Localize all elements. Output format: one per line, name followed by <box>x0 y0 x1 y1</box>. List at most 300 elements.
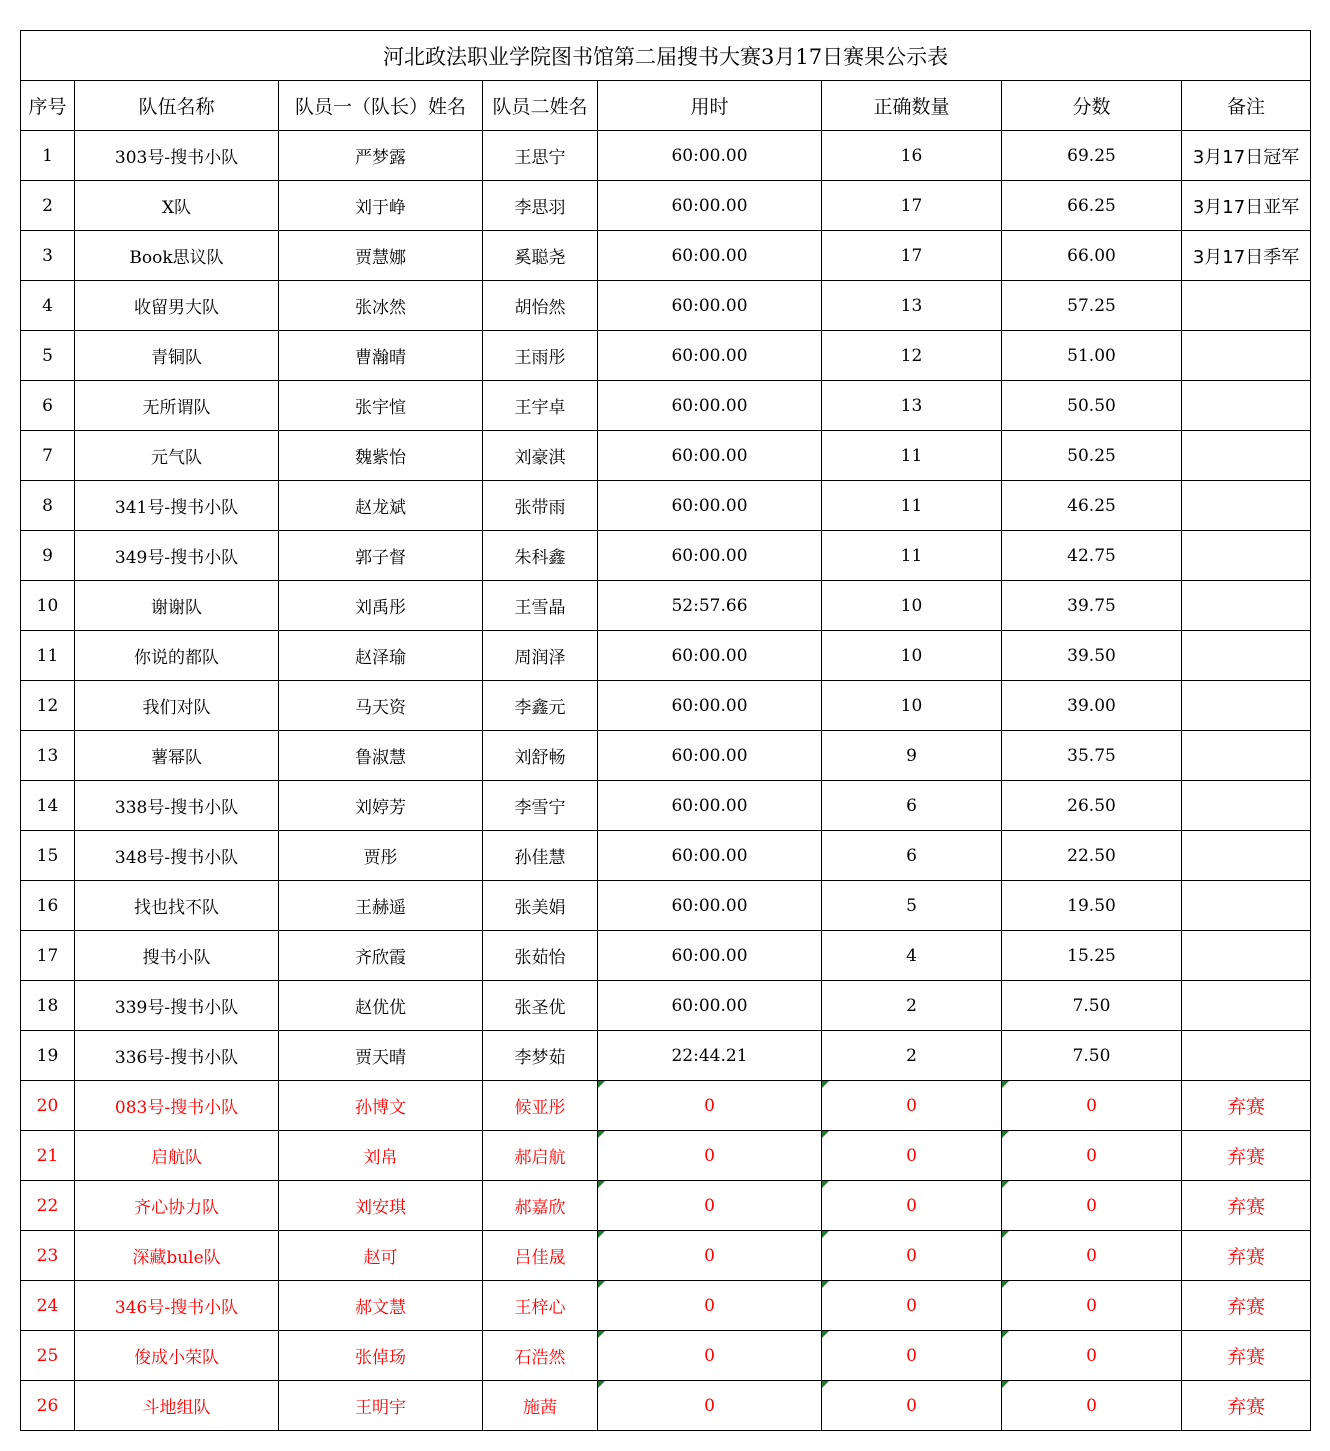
cell-score-text: 66.00 <box>1067 245 1116 266</box>
cell-team-text: 启航队 <box>151 1148 202 1168</box>
cell-time <box>598 1031 822 1081</box>
cell-no <box>21 131 75 181</box>
cell-no-text: 25 <box>36 1345 59 1366</box>
cell-member2-text: 王雪晶 <box>514 598 566 618</box>
cell-time-text: 0 <box>704 1095 715 1116</box>
cell-score-text: 66.25 <box>1067 195 1116 216</box>
cell-correct-text: 2 <box>906 1045 917 1066</box>
cell-member1 <box>279 1031 483 1081</box>
cell-no <box>21 481 75 531</box>
cell-score-text: 0 <box>1086 1395 1097 1416</box>
cell-correct <box>822 381 1002 431</box>
cell-team-text: 青铜队 <box>151 348 202 368</box>
comment-marker-icon <box>598 1231 605 1238</box>
cell-member2-text: 张带雨 <box>514 498 566 518</box>
comment-marker-icon <box>598 1281 605 1288</box>
cell-team-text: 斗地组队 <box>142 1398 211 1418</box>
cell-member1-text: 王明宇 <box>355 1398 406 1418</box>
cell-no-text: 19 <box>36 1045 59 1066</box>
cell-member1 <box>279 1231 483 1281</box>
cell-score <box>1002 231 1182 281</box>
cell-no-text: 11 <box>36 645 59 666</box>
table-row <box>21 231 1311 281</box>
cell-note <box>1182 681 1311 731</box>
cell-member2 <box>483 1231 598 1281</box>
header-team: 队伍名称 <box>75 81 279 131</box>
cell-note <box>1182 381 1311 431</box>
comment-marker-icon <box>598 1331 605 1338</box>
cell-correct-text: 0 <box>906 1195 917 1216</box>
cell-no <box>21 581 75 631</box>
cell-member1 <box>279 481 483 531</box>
comment-marker-icon <box>822 1181 829 1188</box>
cell-member2-text: 王宇卓 <box>514 398 566 418</box>
cell-member2-text: 周润泽 <box>514 648 566 668</box>
cell-score <box>1002 681 1182 731</box>
cell-score-text: 69.25 <box>1067 145 1116 166</box>
cell-score-text: 26.50 <box>1067 795 1116 816</box>
cell-member2-text: 李思羽 <box>514 198 566 218</box>
cell-team-text: X队 <box>161 198 192 218</box>
cell-no <box>21 831 75 881</box>
cell-score-text: 50.25 <box>1067 445 1116 466</box>
cell-team-text: 341号-搜书小队 <box>114 498 239 518</box>
table-row <box>21 1131 1311 1181</box>
cell-score-text: 19.50 <box>1067 895 1116 916</box>
cell-score <box>1002 1381 1182 1431</box>
cell-correct <box>822 931 1002 981</box>
cell-member2 <box>483 281 598 331</box>
cell-member1 <box>279 581 483 631</box>
cell-team-text: 俊成小荣队 <box>134 1348 219 1368</box>
cell-team <box>75 681 279 731</box>
cell-correct-text: 11 <box>900 495 923 516</box>
table-row <box>21 381 1311 431</box>
cell-time-text: 0 <box>704 1295 715 1316</box>
cell-note <box>1182 781 1311 831</box>
cell-note <box>1182 731 1311 781</box>
cell-score <box>1002 131 1182 181</box>
cell-time <box>598 681 822 731</box>
cell-time <box>598 1281 822 1331</box>
cell-no-text: 15 <box>36 845 59 866</box>
cell-no <box>21 731 75 781</box>
cell-member1-text: 张冰然 <box>355 298 406 318</box>
cell-member1-text: 严梦露 <box>355 148 406 168</box>
cell-no <box>21 681 75 731</box>
cell-team-text: 深藏bule队 <box>132 1248 221 1268</box>
table-row <box>21 481 1311 531</box>
cell-time <box>598 231 822 281</box>
cell-team-text: 你说的都队 <box>134 648 219 668</box>
table-title: 河北政法职业学院图书馆第二届搜书大赛3月17日赛果公示表 <box>21 31 1311 81</box>
cell-member2-text: 胡怡然 <box>514 298 566 318</box>
cell-no <box>21 631 75 681</box>
cell-time <box>598 1181 822 1231</box>
cell-member1 <box>279 331 483 381</box>
cell-correct <box>822 431 1002 481</box>
cell-no <box>21 781 75 831</box>
cell-time-text: 22:44.21 <box>671 1045 748 1066</box>
cell-score <box>1002 1281 1182 1331</box>
cell-no-text: 18 <box>36 995 59 1016</box>
cell-no-text: 8 <box>42 495 53 516</box>
cell-no <box>21 1381 75 1431</box>
cell-member1-text: 刘婷芳 <box>355 798 406 818</box>
cell-time-text: 60:00.00 <box>671 195 748 216</box>
comment-marker-icon <box>822 1081 829 1088</box>
cell-no-text: 14 <box>36 795 59 816</box>
cell-note-text: 弃赛 <box>1227 1096 1266 1118</box>
cell-no-text: 5 <box>42 345 53 366</box>
cell-score-text: 22.50 <box>1067 845 1116 866</box>
cell-time-text: 60:00.00 <box>671 945 748 966</box>
cell-note <box>1182 631 1311 681</box>
table-row <box>21 581 1311 631</box>
cell-correct <box>822 1231 1002 1281</box>
table-row <box>21 1031 1311 1081</box>
cell-correct <box>822 781 1002 831</box>
cell-team <box>75 1181 279 1231</box>
cell-no-text: 23 <box>36 1245 59 1266</box>
cell-note-text: 3月17日亚军 <box>1192 196 1300 218</box>
cell-team <box>75 881 279 931</box>
cell-time-text: 60:00.00 <box>671 245 748 266</box>
comment-marker-icon <box>598 1381 605 1388</box>
cell-correct <box>822 1081 1002 1131</box>
cell-note <box>1182 1331 1311 1381</box>
cell-time <box>598 981 822 1031</box>
cell-note <box>1182 331 1311 381</box>
cell-member2-text: 张圣优 <box>514 998 566 1018</box>
cell-score-text: 0 <box>1086 1345 1097 1366</box>
cell-no-text: 12 <box>36 695 59 716</box>
cell-team-text: 346号-搜书小队 <box>114 1298 239 1318</box>
comment-marker-icon <box>1002 1231 1009 1238</box>
cell-team <box>75 631 279 681</box>
cell-member2-text: 王思宁 <box>514 148 566 168</box>
cell-score-text: 7.50 <box>1072 1045 1111 1066</box>
cell-member2 <box>483 431 598 481</box>
cell-score <box>1002 631 1182 681</box>
cell-note <box>1182 1281 1311 1331</box>
cell-correct-text: 0 <box>906 1095 917 1116</box>
cell-member2 <box>483 1131 598 1181</box>
cell-score-text: 15.25 <box>1067 945 1116 966</box>
cell-correct <box>822 481 1002 531</box>
cell-member2-text: 奚聪尧 <box>514 248 566 268</box>
cell-correct-text: 10 <box>900 595 923 616</box>
cell-correct-text: 10 <box>900 645 923 666</box>
cell-team <box>75 731 279 781</box>
cell-score <box>1002 431 1182 481</box>
cell-score-text: 42.75 <box>1067 545 1116 566</box>
cell-time-text: 60:00.00 <box>671 695 748 716</box>
cell-time <box>598 581 822 631</box>
cell-member1-text: 张宇愃 <box>355 398 406 418</box>
cell-no-text: 9 <box>42 545 53 566</box>
cell-correct <box>822 581 1002 631</box>
cell-score-text: 0 <box>1086 1095 1097 1116</box>
cell-member1 <box>279 731 483 781</box>
cell-note <box>1182 1131 1311 1181</box>
comment-marker-icon <box>598 1131 605 1138</box>
cell-correct-text: 10 <box>900 695 923 716</box>
cell-team-text: 083号-搜书小队 <box>114 1098 239 1118</box>
cell-note-text: 弃赛 <box>1227 1146 1266 1168</box>
cell-time-text: 0 <box>704 1345 715 1366</box>
cell-no <box>21 1281 75 1331</box>
cell-correct-text: 6 <box>906 845 917 866</box>
cell-time <box>598 381 822 431</box>
header-member2: 队员二姓名 <box>483 81 598 131</box>
cell-score-text: 46.25 <box>1067 495 1116 516</box>
table-row <box>21 1231 1311 1281</box>
table-row <box>21 1181 1311 1231</box>
cell-time-text: 60:00.00 <box>671 495 748 516</box>
cell-correct-text: 17 <box>900 195 923 216</box>
cell-member2-text: 李梦茹 <box>514 1048 566 1068</box>
cell-member1-text: 贾彤 <box>363 848 398 868</box>
cell-no <box>21 1131 75 1181</box>
table-row <box>21 531 1311 581</box>
cell-correct <box>822 1031 1002 1081</box>
cell-member2-text: 李鑫元 <box>514 698 566 718</box>
cell-team <box>75 131 279 181</box>
cell-team <box>75 531 279 581</box>
cell-correct <box>822 1331 1002 1381</box>
cell-no-text: 26 <box>36 1395 59 1416</box>
cell-member1-text: 刘禹彤 <box>355 598 406 618</box>
cell-correct <box>822 681 1002 731</box>
cell-no-text: 1 <box>42 145 53 166</box>
cell-note <box>1182 1081 1311 1131</box>
table-row <box>21 1331 1311 1381</box>
cell-time-text: 60:00.00 <box>671 745 748 766</box>
cell-note <box>1182 1031 1311 1081</box>
cell-score <box>1002 181 1182 231</box>
cell-note <box>1182 531 1311 581</box>
cell-correct-text: 0 <box>906 1245 917 1266</box>
cell-score <box>1002 381 1182 431</box>
cell-score-text: 0 <box>1086 1145 1097 1166</box>
cell-member1-text: 郝文慧 <box>355 1298 406 1318</box>
cell-correct-text: 4 <box>906 945 917 966</box>
cell-team <box>75 1031 279 1081</box>
cell-member2 <box>483 681 598 731</box>
cell-correct-text: 9 <box>906 745 917 766</box>
cell-member1-text: 刘安琪 <box>355 1198 406 1218</box>
cell-score <box>1002 581 1182 631</box>
cell-member2-text: 候亚彤 <box>514 1098 566 1118</box>
cell-no <box>21 881 75 931</box>
table-row <box>21 281 1311 331</box>
cell-correct <box>822 881 1002 931</box>
cell-correct-text: 13 <box>900 295 923 316</box>
comment-marker-icon <box>598 1081 605 1088</box>
cell-correct <box>822 331 1002 381</box>
cell-member2-text: 朱科鑫 <box>514 548 566 568</box>
cell-correct-text: 16 <box>900 145 923 166</box>
cell-member2 <box>483 481 598 531</box>
cell-note <box>1182 181 1311 231</box>
cell-no <box>21 1231 75 1281</box>
cell-team-text: 338号-搜书小队 <box>114 798 239 818</box>
cell-correct-text: 0 <box>906 1295 917 1316</box>
cell-team-text: 303号-搜书小队 <box>114 148 239 168</box>
cell-team <box>75 781 279 831</box>
table-row <box>21 1081 1311 1131</box>
cell-correct-text: 11 <box>900 545 923 566</box>
cell-member2 <box>483 1081 598 1131</box>
cell-member2-text: 张茹怡 <box>514 948 566 968</box>
cell-note <box>1182 981 1311 1031</box>
cell-note <box>1182 931 1311 981</box>
cell-note-text: 弃赛 <box>1227 1396 1266 1418</box>
cell-member1-text: 曹瀚晴 <box>355 348 406 368</box>
table-row <box>21 431 1311 481</box>
table-row <box>21 981 1311 1031</box>
cell-member2 <box>483 981 598 1031</box>
cell-team-text: 336号-搜书小队 <box>114 1048 239 1068</box>
cell-time <box>598 1081 822 1131</box>
cell-time-text: 60:00.00 <box>671 895 748 916</box>
cell-correct <box>822 181 1002 231</box>
comment-marker-icon <box>822 1381 829 1388</box>
cell-member1 <box>279 381 483 431</box>
cell-member1-text: 赵可 <box>363 1248 398 1268</box>
cell-score-text: 0 <box>1086 1295 1097 1316</box>
cell-time-text: 60:00.00 <box>671 445 748 466</box>
cell-time <box>598 481 822 531</box>
cell-score-text: 7.50 <box>1072 995 1111 1016</box>
cell-note <box>1182 281 1311 331</box>
cell-correct <box>822 631 1002 681</box>
cell-team-text: 谢谢队 <box>151 598 202 618</box>
cell-score-text: 51.00 <box>1067 345 1116 366</box>
cell-no-text: 13 <box>36 745 59 766</box>
cell-score <box>1002 731 1182 781</box>
table-row <box>21 881 1311 931</box>
cell-no <box>21 1031 75 1081</box>
cell-team <box>75 281 279 331</box>
cell-time <box>598 731 822 781</box>
table-row <box>21 831 1311 881</box>
cell-no-text: 6 <box>42 395 53 416</box>
cell-time-text: 0 <box>704 1245 715 1266</box>
cell-no-text: 7 <box>42 445 53 466</box>
cell-no <box>21 1331 75 1381</box>
cell-correct-text: 17 <box>900 245 923 266</box>
cell-correct <box>822 831 1002 881</box>
cell-correct <box>822 231 1002 281</box>
cell-no <box>21 931 75 981</box>
cell-score <box>1002 781 1182 831</box>
cell-team <box>75 331 279 381</box>
cell-member1 <box>279 231 483 281</box>
header-note: 备注 <box>1182 81 1311 131</box>
cell-score <box>1002 281 1182 331</box>
cell-member1-text: 郭子督 <box>355 548 406 568</box>
cell-member2-text: 刘豪淇 <box>514 448 566 468</box>
cell-team-text: 我们对队 <box>142 698 211 718</box>
cell-time-text: 60:00.00 <box>671 995 748 1016</box>
cell-team-text: 元气队 <box>151 448 202 468</box>
cell-team <box>75 231 279 281</box>
cell-member1 <box>279 1331 483 1381</box>
cell-score-text: 57.25 <box>1067 295 1116 316</box>
cell-member1-text: 孙博文 <box>355 1098 406 1118</box>
cell-time <box>598 131 822 181</box>
comment-marker-icon <box>1002 1331 1009 1338</box>
cell-no <box>21 231 75 281</box>
comment-marker-icon <box>1002 1081 1009 1088</box>
cell-time-text: 60:00.00 <box>671 545 748 566</box>
cell-score-text: 39.75 <box>1067 595 1116 616</box>
cell-no <box>21 331 75 381</box>
cell-no-text: 16 <box>36 895 59 916</box>
cell-score <box>1002 1181 1182 1231</box>
table-body <box>21 131 1311 1431</box>
cell-time <box>598 431 822 481</box>
cell-time-text: 60:00.00 <box>671 795 748 816</box>
cell-member1 <box>279 981 483 1031</box>
cell-member1-text: 赵泽瑜 <box>355 648 406 668</box>
cell-member2 <box>483 331 598 381</box>
cell-correct-text: 2 <box>906 995 917 1016</box>
cell-correct <box>822 1381 1002 1431</box>
cell-member2 <box>483 1381 598 1431</box>
table-row <box>21 1281 1311 1331</box>
cell-member2-text: 吕佳晟 <box>514 1248 566 1268</box>
cell-team <box>75 1381 279 1431</box>
cell-note <box>1182 581 1311 631</box>
cell-time <box>598 1381 822 1431</box>
cell-time-text: 60:00.00 <box>671 345 748 366</box>
cell-note-text: 弃赛 <box>1227 1346 1266 1368</box>
cell-correct-text: 5 <box>906 895 917 916</box>
cell-member1 <box>279 1281 483 1331</box>
cell-member1 <box>279 1131 483 1181</box>
cell-member1-text: 贾天晴 <box>355 1048 406 1068</box>
table-row <box>21 731 1311 781</box>
cell-no-text: 21 <box>36 1145 59 1166</box>
cell-member1-text: 刘帛 <box>363 1148 398 1168</box>
cell-member1 <box>279 831 483 881</box>
cell-score <box>1002 481 1182 531</box>
cell-time-text: 0 <box>704 1145 715 1166</box>
cell-team-text: 薯幂队 <box>151 748 202 768</box>
cell-note-text: 弃赛 <box>1227 1196 1266 1218</box>
cell-time <box>598 281 822 331</box>
cell-member1 <box>279 531 483 581</box>
cell-correct <box>822 1281 1002 1331</box>
cell-member2 <box>483 131 598 181</box>
header-row <box>21 81 1311 131</box>
comment-marker-icon <box>822 1281 829 1288</box>
cell-correct <box>822 731 1002 781</box>
cell-correct <box>822 1131 1002 1181</box>
cell-member1 <box>279 181 483 231</box>
cell-member1-text: 魏紫怡 <box>355 448 406 468</box>
table-row <box>21 781 1311 831</box>
cell-score-text: 0 <box>1086 1195 1097 1216</box>
cell-time <box>598 181 822 231</box>
cell-member1 <box>279 281 483 331</box>
cell-member2 <box>483 1181 598 1231</box>
cell-score-text: 39.50 <box>1067 645 1116 666</box>
cell-member1-text: 赵优优 <box>355 998 406 1018</box>
